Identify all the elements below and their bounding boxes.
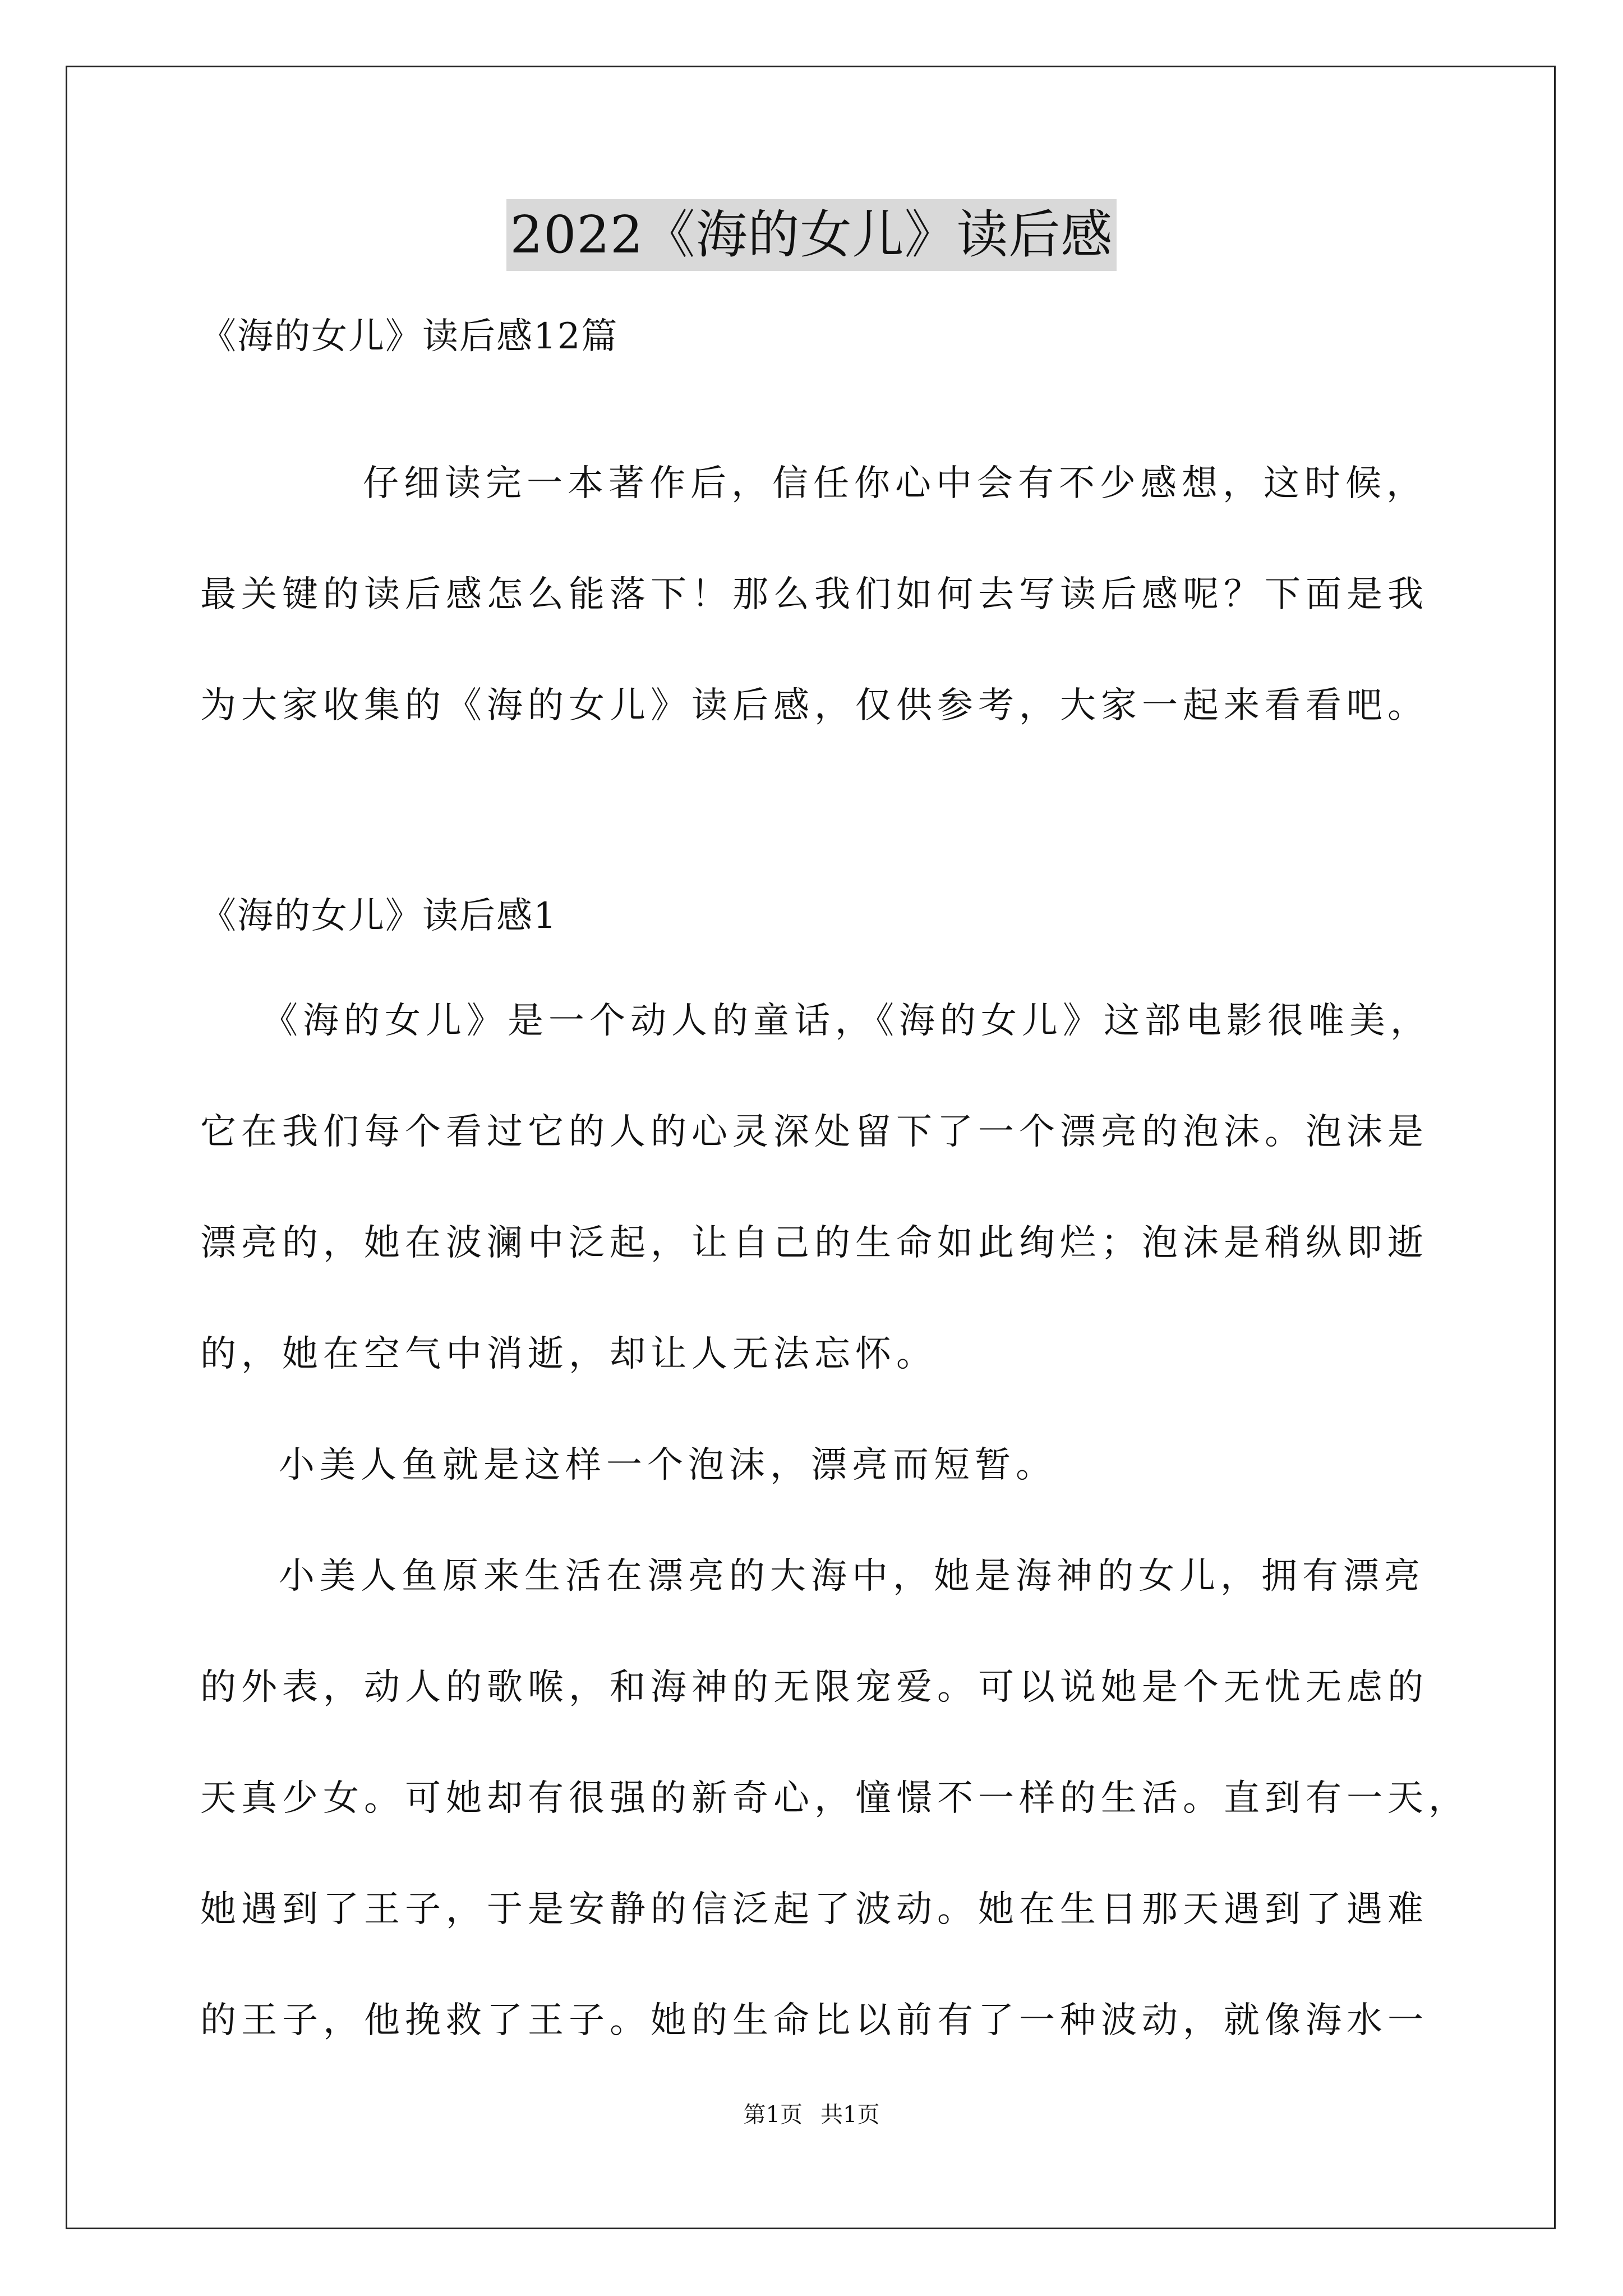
body-line-4: 的，她在空气中消逝，却让人无法忘怀。 [200,1333,937,1375]
document-subtitle: 《海的女儿》读后感12篇 [200,316,619,357]
title-container [0,199,1623,271]
page-footer [0,2101,1623,2129]
intro-line-1: 仔细读完一本著作后，信任你心中会有不少感想，这时候， [363,463,1427,504]
body-line-5: 小美人鱼就是这样一个泡沫，漂亮而短暂。 [279,1444,1057,1486]
body-line-1: 《海的女儿》是一个动人的童话，《海的女儿》这部电影很唯美， [262,1000,1431,1042]
page-total: 共1页 [820,2102,880,2128]
document-title: 2022《海的女儿》读后感 [506,199,1116,271]
body-line-9: 她遇到了王子，于是安静的信泛起了波动。她在生日那天遇到了遇难 [200,1889,1428,1930]
body-line-8: 天真少女。可她却有很强的新奇心，憧憬不一样的生活。直到有一天， [200,1778,1469,1819]
body-line-6: 小美人鱼原来生活在漂亮的大海中，她是海神的女儿，拥有漂亮 [279,1556,1425,1597]
body-line-7: 的外表，动人的歌喉，和海神的无限宠爱。可以说她是个无忧无虑的 [200,1667,1428,1708]
section-heading: 《海的女儿》读后感1 [200,895,557,937]
intro-line-3: 为大家收集的《海的女儿》读后感，仅供参考，大家一起来看看吧。 [200,685,1428,726]
body-line-10: 的王子，他挽救了王子。她的生命比以前有了一种波动，就像海水一 [200,2000,1428,2041]
body-line-2: 它在我们每个看过它的人的心灵深处留下了一个漂亮的泡沫。泡沫是 [200,1111,1428,1153]
page-number: 第1页 [743,2102,803,2128]
intro-line-2: 最关键的读后感怎么能落下！那么我们如何去写读后感呢？下面是我 [200,574,1428,615]
body-line-3: 漂亮的，她在波澜中泛起，让自己的生命如此绚烂；泡沫是稍纵即逝 [200,1222,1428,1264]
